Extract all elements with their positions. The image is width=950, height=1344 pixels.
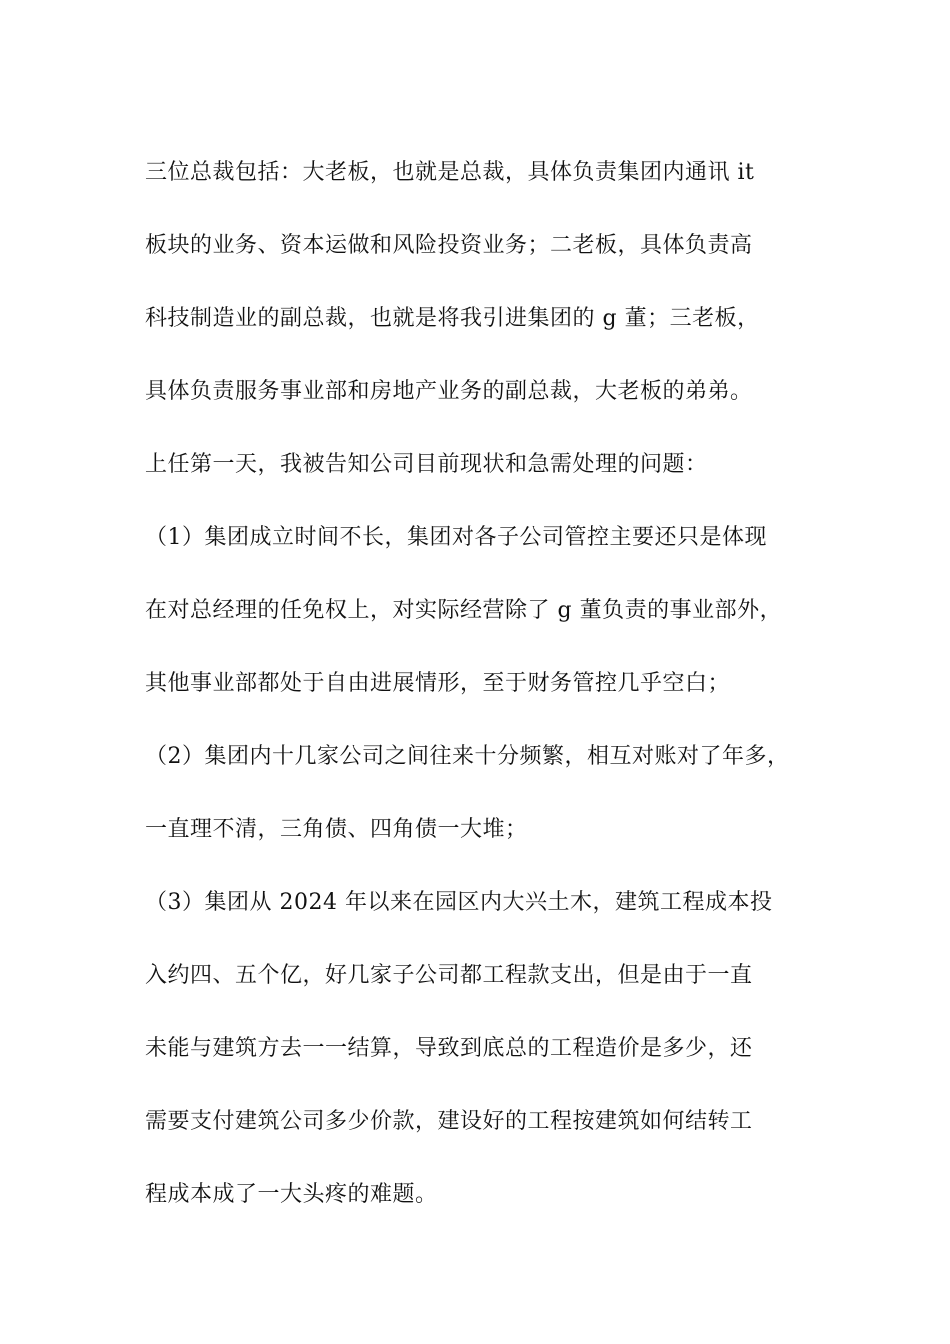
text-line-12: 入约四、五个亿，好几家子公司都工程款支出，但是由于一直 xyxy=(145,963,753,988)
text-line-6: （1）集团成立时间不长，集团对各子公司管控主要还只是体现 xyxy=(145,525,767,550)
text-line-11: （3）集团从 2024 年以来在园区内大兴土木，建筑工程成本投 xyxy=(145,890,773,915)
text-line-4: 具体负责服务事业部和房地产业务的副总裁，大老板的弟弟。 xyxy=(145,379,753,404)
document-body xyxy=(145,136,845,1231)
text-line-1: 三位总裁包括：大老板，也就是总裁，具体负责集团内通讯 it xyxy=(145,160,755,185)
text-line-9: （2）集团内十几家公司之间往来十分频繁，相互对账对了年多， xyxy=(145,744,790,769)
text-line-14: 需要支付建筑公司多少价款，建设好的工程按建筑如何结转工 xyxy=(145,1109,753,1134)
text-line-5: 上任第一天，我被告知公司目前现状和急需处理的问题： xyxy=(145,452,708,477)
text-line-15: 程成本成了一大头疼的难题。 xyxy=(145,1182,438,1207)
text-line-3: 科技制造业的副总裁，也就是将我引进集团的 g 董；三老板， xyxy=(145,306,760,331)
text-line-10: 一直理不清，三角债、四角债一大堆； xyxy=(145,817,528,842)
text-line-7: 在对总经理的任免权上，对实际经营除了 g 董负责的事业部外， xyxy=(145,598,783,623)
text-line-13: 未能与建筑方去一一结算，导致到底总的工程造价是多少，还 xyxy=(145,1036,753,1061)
text-line-8: 其他事业部都处于自由进展情形，至于财务管控几乎空白； xyxy=(145,671,731,696)
text-line-2: 板块的业务、资本运做和风险投资业务；二老板，具体负责高 xyxy=(145,233,753,258)
